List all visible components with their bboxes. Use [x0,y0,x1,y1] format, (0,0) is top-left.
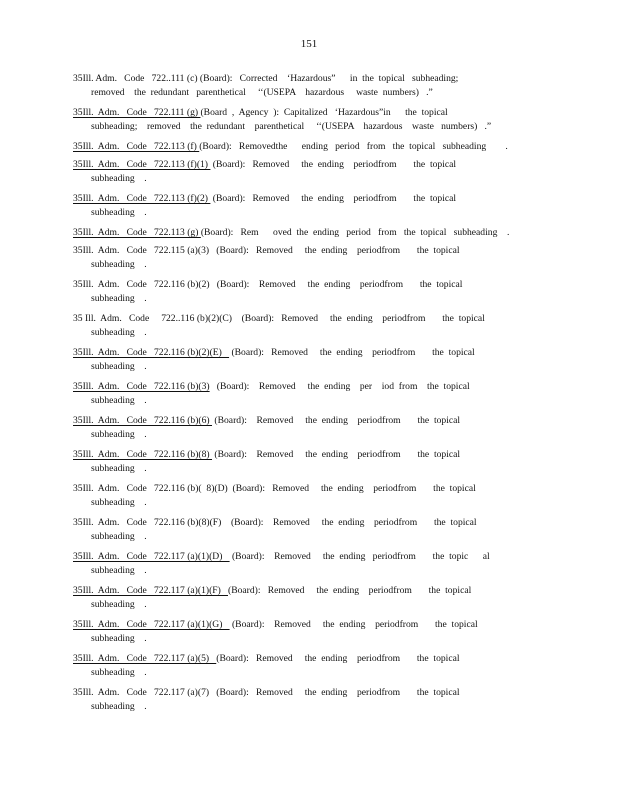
revision-description: (Board): Removed the ending periodfrom the topical subheading . [91,193,457,218]
revision-description: (Board): Corrected ‘Hazardous” in the topical subheading; removed the redundant parenthetical ‘‘(USEPA hazardous waste numbers) .” [91,73,459,98]
revision-note [73,158,543,186]
revision-description: (Board): Removed the ending periodfrom the topical subheading . [91,159,457,184]
rule-citation: 35Ill. Adm. Code 722.117 (a)(5) [73,653,217,664]
rule-citation: 35Ill. Adm. Code 722.116 (b)( 8)(D) [73,483,228,494]
revision-note [73,312,543,340]
revision-description: (Board): Removedthe ending period from the topical subheading . [199,141,508,152]
revision-description: (Board): Removed the ending periodfrom the topical subheading . [91,347,475,372]
revision-description: (Board): Removed the ending periodfrom the topical subheading . [91,449,461,474]
page-number: 151 [300,38,318,50]
revision-note [73,140,543,154]
revision-description: (Board): Removed the ending periodfrom the topical subheading . [91,653,460,678]
rule-citation: 35Ill. Adm. Code 722.113 (g) [73,227,201,238]
revision-note [73,192,543,220]
rule-citation: 35Ill. Adm. Code 722.116 (b)(3) [73,381,210,392]
revision-description: (Board): Removed the ending periodfrom the topical subheading . [91,687,460,712]
rule-citation: 35Ill. Adm. Code 722.117 (a)(1)(G) [73,619,230,630]
revision-note [73,516,543,544]
revision-note [73,550,543,578]
revision-note [73,72,543,100]
revision-description: (Board): Removed the ending periodfrom the topical subheading . [91,585,472,610]
revision-description: (Board): Removed the ending per iod from the topical subheading . [91,381,470,406]
rule-citation: 35Ill. Adm. Code 722.116 (b)(8) [73,449,213,460]
revision-note [73,106,543,134]
rule-citation: 35Ill. Adm. Code 722.117 (a)(7) [73,687,210,698]
revision-note [73,448,543,476]
revision-note [73,482,543,510]
rule-citation: 35Ill. Adm. Code 722.117 (a)(1)(D) [73,551,230,562]
rule-citation: 35Ill. Adm. Code 722.116 (b)(8)(F) [73,517,222,528]
rule-citation: 35Ill. Adm. Code 722..111 (c) [73,73,198,84]
rule-citation: 35 Ill. Adm. Code 722..116 (b)(2)(C) [73,313,232,324]
revision-note [73,226,543,240]
revision-note [73,380,543,408]
revision-description: (Board): Removed the ending periodfrom the topical subheading . [91,415,461,440]
revision-note [73,244,543,272]
revision-description: (Board): Removed the ending periodfrom the topical subheading . [91,619,478,644]
revision-description: (Board): Removed the ending periodfrom the topical subheading . [91,313,485,338]
revision-description: (Board): Removed the ending periodfrom the topical subheading . [91,517,477,542]
rule-citation: 35Ill. Adm. Code 722.116 (b)(2) [73,279,210,290]
rule-citation: 35Ill. Adm. Code 722.113 (f)(2) [73,193,211,204]
rule-citation: 35Ill. Adm. Code 722.115 (a)(3) [73,245,210,256]
revision-description: (Board , Agency ): Capitalized ‘Hazardous”in the topical subheading; removed the redundant parenthetical ‘‘(USEPA hazardous waste numbers) .” [91,107,492,132]
revision-note [73,584,543,612]
revision-note [73,346,543,374]
revision-note [73,414,543,442]
revision-notes-list [73,72,543,720]
revision-description: (Board): Rem oved the ending period from the topical subheading . [200,227,510,238]
rule-citation: 35Ill. Adm. Code 722.117 (a)(1)(F) [73,585,228,596]
revision-description: (Board): Removed the ending periodfrom the topical subheading . [91,279,463,304]
rule-citation: 35Ill. Adm. Code 722.113 (f) [73,141,200,152]
revision-note [73,652,543,680]
revision-note [73,278,543,306]
revision-note [73,686,543,714]
rule-citation: 35Ill. Adm. Code 722.116 (b)(2)(E) [73,347,230,358]
revision-description: (Board): Removed the ending periodfrom the topic al subheading . [91,551,490,576]
revision-note [73,618,543,646]
revision-description: (Board): Removed the ending periodfrom the topical subheading . [91,483,476,508]
rule-citation: 35Ill. Adm. Code 722.111 (g) [73,107,201,118]
rule-citation: 35Ill. Adm. Code 722.113 (f)(1) [73,159,211,170]
rule-citation: 35Ill. Adm. Code 722.116 (b)(6) [73,415,213,426]
revision-description: (Board): Removed the ending periodfrom the topical subheading . [91,245,460,270]
